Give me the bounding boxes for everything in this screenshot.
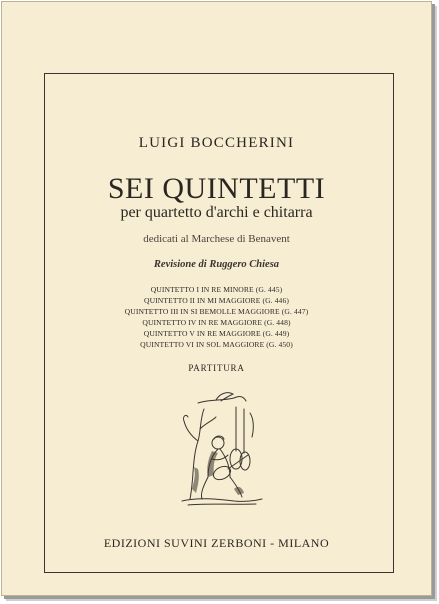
work-title: SEI QUINTETTI [107,172,326,205]
quintet-item: QUINTETTO IV IN RE MAGGIORE (G. 448) [142,318,291,327]
quintet-item: QUINTETTO II IN MI MAGGIORE (G. 446) [144,296,289,305]
quintet-item: QUINTETTO III IN SI BEMOLLE MAGGIORE (G. 447) [124,307,309,316]
publisher-line: EDIZIONI SUVINI ZERBONI - MILANO [103,536,330,550]
musician-vignette-illustration [178,389,266,511]
quintet-item: QUINTETTO VI IN SOL MAGGIORE (G. 450) [140,340,293,349]
score-label: PARTITURA [188,363,245,373]
score-cover [1,1,432,596]
composer-name: LUIGI BOCCHERINI [138,135,295,151]
quintet-list [2,284,431,350]
dedication-line: dedicati al Marchese di Benavent [143,233,290,245]
work-subtitle: per quartetto d'archi e chitarra [120,204,313,221]
revision-credit: Revisione di Ruggero Chiesa [153,259,280,270]
quintet-item: QUINTETTO V IN RE MAGGIORE (G. 449) [143,329,290,338]
quintet-item: QUINTETTO I IN RE MINORE (G. 445) [150,285,283,294]
